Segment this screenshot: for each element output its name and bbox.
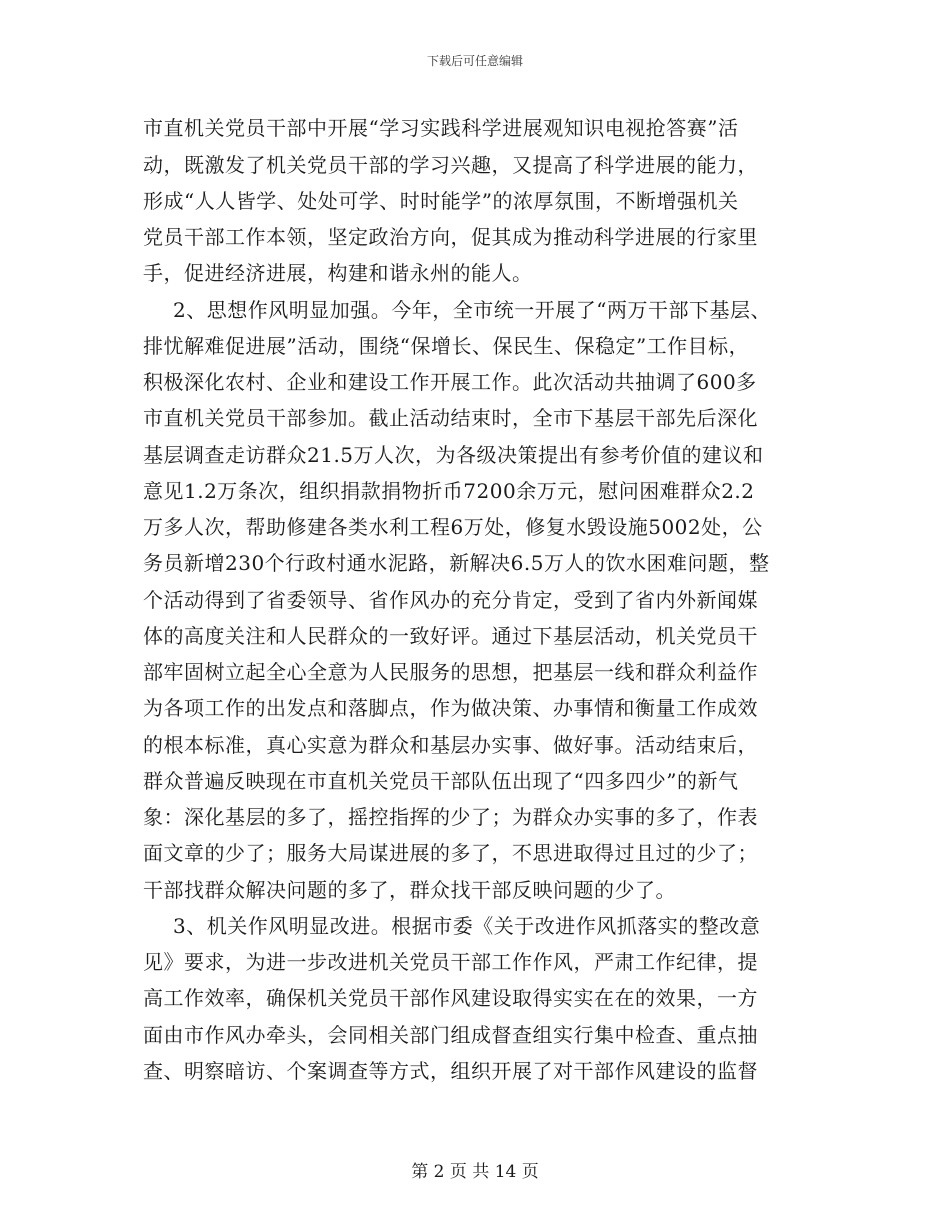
paragraph-start-line: 3、机关作风明显改进。根据市委《关于改进作风抓落实的整改意 bbox=[173, 914, 761, 938]
text-line: 市直机关党员干部参加。截止活动结束时，全市下基层干部先后深化 bbox=[143, 406, 758, 430]
text-line: 基层调查走访群众21.5万人次，为各级决策提出有参考价值的建议和 bbox=[143, 443, 764, 467]
text-line: 干部找群众解决问题的多了，群众找干部反映问题的少了。 bbox=[143, 878, 676, 902]
text-line: 积极深化农村、企业和建设工作开展工作。此次活动共抽调了600多 bbox=[143, 370, 757, 394]
text-line: 市直机关党员干部中开展“学习实践科学进展观知识电视抢答赛”活 bbox=[143, 116, 739, 140]
text-line: 形成“人人皆学、处处可学、时时能学”的浓厚氛围，不断增强机关 bbox=[143, 189, 739, 213]
text-line: 动，既激发了机关党员干部的学习兴趣，又提高了科学进展的能力， bbox=[143, 153, 758, 177]
text-line: 群众普遍反映现在市直机关党员干部队伍出现了“四多四少”的新气 bbox=[143, 769, 739, 793]
text-line: 党员干部工作本领，坚定政治方向，促其成为推动科学进展的行家里 bbox=[143, 225, 758, 249]
text-line: 为各项工作的出发点和落脚点，作为做决策、办事情和衡量工作成效 bbox=[143, 696, 758, 720]
text-line: 个活动得到了省委领导、省作风办的充分肯定，受到了省内外新闻媒 bbox=[143, 588, 758, 612]
text-line: 务员新增230个行政村通水泥路，新解决6.5万人的饮水困难问题，整 bbox=[143, 551, 770, 575]
text-line: 查、明察暗访、个案调查等方式，组织开展了对干部作风建设的监督 bbox=[143, 1059, 758, 1083]
text-line: 高工作效率，确保机关党员干部作风建设取得实实在在的效果，一方 bbox=[143, 986, 758, 1010]
text-line: 排忧解难促进展”活动，围绕“保增长、保民生、保稳定”工作目标， bbox=[143, 334, 750, 358]
text-line: 象：深化基层的多了，摇控指挥的少了；为群众办实事的多了，作表 bbox=[143, 805, 758, 829]
text-line: 意见1.2万条次，组织捐款捐物折币7200余万元，慰问困难群众2.2 bbox=[143, 479, 755, 503]
text-line: 面由市作风办牵头，会同相关部门组成督查组实行集中检查、重点抽 bbox=[143, 1023, 758, 1047]
text-line: 手，促进经济进展，构建和谐永州的能人。 bbox=[143, 261, 533, 285]
paragraph-start-line: 2、思想作风明显加强。今年，全市统一开展了“两万干部下基层、 bbox=[173, 298, 771, 322]
text-line: 的根本标准，真心实意为群众和基层办实事、做好事。活动结束后， bbox=[143, 733, 758, 757]
text-line: 体的高度关注和人民群众的一致好评。通过下基层活动，机关党员干 bbox=[143, 624, 758, 648]
page-number: 第 2 页 共 14 页 bbox=[411, 1162, 539, 1182]
text-line: 万多人次，帮助修建各类水利工程6万处，修复水毁设施5002处，公 bbox=[143, 515, 763, 539]
text-line: 部牢固树立起全心全意为人民服务的思想，把基层一线和群众利益作 bbox=[143, 660, 758, 684]
text-line: 面文章的少了；服务大局谋进展的多了，不思进取得过且过的少了； bbox=[143, 841, 758, 865]
page-header-note: 下载后可任意编辑 bbox=[426, 54, 523, 68]
text-line: 见》要求，为进一步改进机关党员干部工作作风，严肃工作纪律，提 bbox=[143, 950, 758, 974]
